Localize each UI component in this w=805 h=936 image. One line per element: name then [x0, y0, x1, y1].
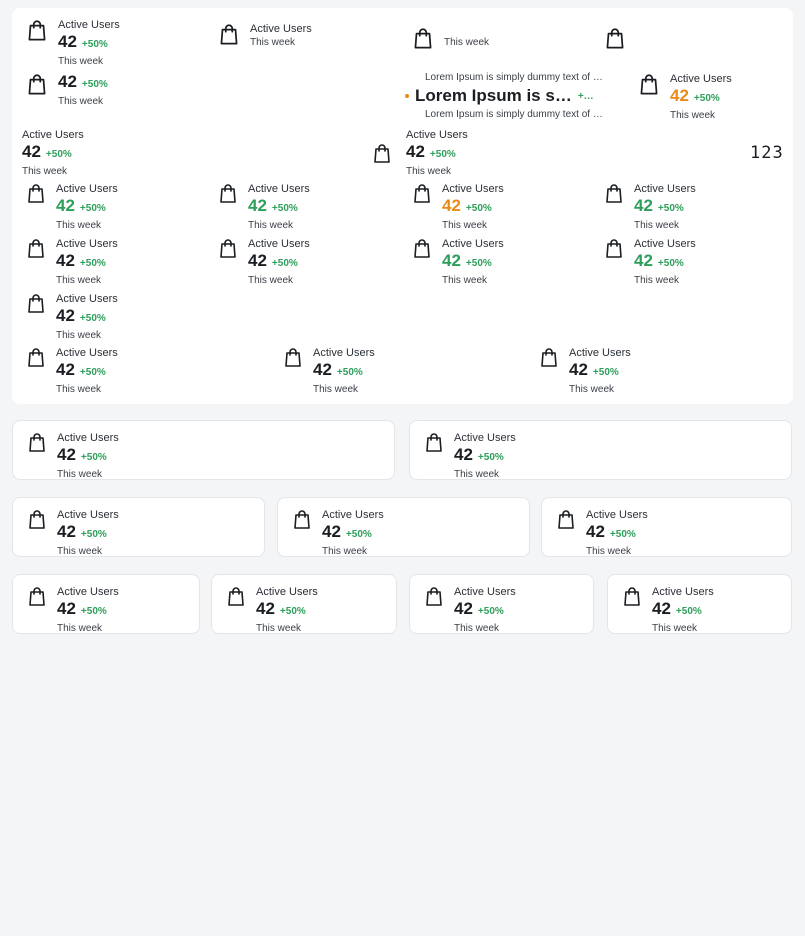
- stat-label: Active Users: [58, 19, 120, 31]
- bullet-dot-icon: [405, 94, 409, 98]
- shopping-bag-icon: [370, 142, 394, 171]
- stat-value: 42: [442, 251, 461, 270]
- stat-delta: +50%: [80, 529, 107, 540]
- shopping-bag-icon: [216, 182, 240, 206]
- stat-card-14[interactable]: [216, 237, 310, 287]
- stat-sub: This week: [634, 220, 680, 231]
- stat-sub: This week: [586, 546, 632, 557]
- stat-delta: +50%: [271, 203, 298, 214]
- stat-sub: This week: [313, 384, 359, 395]
- stat-sub: This week: [444, 37, 490, 48]
- stat-sub: This week: [22, 166, 68, 177]
- stat-value: 42: [454, 599, 473, 618]
- stat-delta: +50%: [81, 79, 108, 90]
- stat-label: Active Users: [454, 432, 516, 444]
- stat-card-inner: [224, 585, 318, 635]
- stat-card-boxed-5[interactable]: [541, 497, 792, 557]
- stat-card-5[interactable]: [602, 26, 628, 52]
- stat-card-3[interactable]: [216, 22, 312, 49]
- stat-card-inner: [554, 508, 648, 558]
- stat-card-8[interactable]: [406, 128, 468, 178]
- shopping-bag-icon: [602, 237, 626, 261]
- stat-value: 42: [58, 72, 77, 91]
- stat-delta: +50%: [79, 367, 106, 378]
- stat-sub: This week: [454, 623, 500, 634]
- stat-card-boxed-2[interactable]: [409, 420, 792, 480]
- stat-delta: +50%: [429, 149, 456, 160]
- stat-sub: This week: [58, 96, 104, 107]
- stat-card-2[interactable]: [24, 72, 108, 108]
- stat-label: Active Users: [248, 238, 310, 250]
- stat-delta: +50%: [657, 203, 684, 214]
- stat-label: Active Users: [256, 586, 318, 598]
- stat-delta: +50%: [336, 367, 363, 378]
- stat-delta: +50%: [693, 93, 720, 104]
- stat-value: 42: [569, 360, 588, 379]
- stat-card-9[interactable]: [24, 182, 118, 232]
- stat-card-15[interactable]: [410, 237, 504, 287]
- stat-label: Active Users: [248, 183, 310, 195]
- stat-value: 42: [406, 142, 425, 161]
- stat-label: Active Users: [57, 432, 119, 444]
- stat-delta: +50%: [465, 203, 492, 214]
- stat-value: 42: [634, 196, 653, 215]
- stat-label: Active Users: [313, 347, 375, 359]
- stat-sub: This week: [652, 623, 698, 634]
- stat-label: Active Users: [22, 129, 84, 141]
- shopping-bag-icon: [290, 508, 314, 532]
- stat-label: Active Users: [634, 238, 696, 250]
- stat-card-6[interactable]: [636, 72, 732, 122]
- stat-card-boxed-4[interactable]: [277, 497, 530, 557]
- stat-value: 42: [22, 142, 41, 161]
- stat-delta: +50%: [465, 258, 492, 269]
- stat-sub: This week: [56, 330, 102, 341]
- stat-card-inner: [290, 508, 384, 558]
- stat-sub: This week: [56, 220, 102, 231]
- stat-sub: This week: [454, 469, 500, 480]
- stat-delta: +50%: [45, 149, 72, 160]
- stat-sub: This week: [248, 220, 294, 231]
- stat-value: 42: [586, 522, 605, 541]
- stat-sub: This week: [250, 37, 296, 48]
- stat-value: 42: [56, 196, 75, 215]
- stat-value: 42: [652, 599, 671, 618]
- stat-label: Active Users: [250, 23, 312, 35]
- stat-delta: +50%: [477, 606, 504, 617]
- stat-delta: +50%: [80, 606, 107, 617]
- shopping-bag-icon: [422, 585, 446, 609]
- stat-label: Active Users: [652, 586, 714, 598]
- stat-delta: +50%: [279, 606, 306, 617]
- stat-sub: This week: [57, 546, 103, 557]
- lorem-text-bottom: Lorem Ipsum is simply dummy text of …: [425, 109, 603, 120]
- stat-delta: +50%: [675, 606, 702, 617]
- numbers-glyph: [750, 143, 784, 163]
- stat-delta: +50%: [81, 39, 108, 50]
- stat-label: Active Users: [57, 509, 119, 521]
- stat-label: Active Users: [454, 586, 516, 598]
- stat-card-7[interactable]: [22, 128, 84, 178]
- stat-delta: +50%: [79, 313, 106, 324]
- stat-card-inner: [25, 431, 119, 481]
- stat-delta: +50%: [79, 258, 106, 269]
- shopping-bag-icon: [24, 18, 50, 44]
- stat-sub: This week: [56, 275, 102, 286]
- stat-label: Active Users: [56, 238, 118, 250]
- stat-label: Active Users: [442, 238, 504, 250]
- stat-sub: This week: [248, 275, 294, 286]
- numbers-text: 123: [750, 143, 784, 163]
- stat-value: 42: [56, 306, 75, 325]
- stat-card-inner: [422, 431, 516, 481]
- shopping-bag-icon: [25, 508, 49, 532]
- stat-sub: This week: [58, 56, 104, 67]
- stat-label: Active Users: [569, 347, 631, 359]
- stat-sub: This week: [56, 384, 102, 395]
- stat-value: 42: [57, 599, 76, 618]
- stat-label: Active Users: [56, 293, 118, 305]
- stat-card-16[interactable]: [602, 237, 696, 287]
- stat-sub: This week: [57, 623, 103, 634]
- stat-card-17[interactable]: [24, 292, 118, 342]
- stat-card-1[interactable]: [24, 18, 120, 68]
- stat-card-inner: [422, 585, 516, 635]
- shopping-bag-icon: [24, 182, 48, 206]
- stat-label: Active Users: [634, 183, 696, 195]
- shopping-bag-icon: [410, 182, 434, 206]
- shopping-bag-icon: [25, 585, 49, 609]
- stat-value: 42: [248, 251, 267, 270]
- stat-value: 42: [442, 196, 461, 215]
- stat-label: Active Users: [406, 129, 468, 141]
- stat-card-12[interactable]: [602, 182, 696, 232]
- shopping-bag-icon: [602, 182, 626, 206]
- stat-card-boxed-3[interactable]: [12, 497, 265, 557]
- stat-value: 42: [58, 32, 77, 51]
- stat-card-boxed-6[interactable]: [12, 574, 200, 634]
- stat-card-10[interactable]: [216, 182, 310, 232]
- stat-card-20[interactable]: [537, 346, 631, 396]
- stat-sub: This week: [322, 546, 368, 557]
- stat-card-inner: [25, 585, 119, 635]
- shopping-bag-icon: [554, 508, 578, 532]
- stat-card-18[interactable]: [24, 346, 118, 396]
- stat-card-boxed-7[interactable]: [211, 574, 397, 634]
- shopping-bag-icon: [24, 237, 48, 261]
- stat-card-19[interactable]: [281, 346, 375, 396]
- stat-delta: +50%: [79, 203, 106, 214]
- shopping-bag-icon: [422, 431, 446, 455]
- stat-value: 42: [670, 86, 689, 105]
- shopping-bag-icon: [24, 72, 50, 98]
- stat-card-inner: [25, 508, 119, 558]
- shopping-bag-icon: [636, 72, 662, 98]
- stat-label: Active Users: [586, 509, 648, 521]
- stat-label: Active Users: [56, 347, 118, 359]
- stat-sub: This week: [569, 384, 615, 395]
- stat-value: 42: [454, 445, 473, 464]
- shopping-bag-icon: [24, 292, 48, 316]
- stat-sub: This week: [256, 623, 302, 634]
- shopping-bag-icon: [224, 585, 248, 609]
- stat-value: 42: [57, 522, 76, 541]
- shopping-bag-icon: [620, 585, 644, 609]
- stat-sub: This week: [442, 275, 488, 286]
- stat-delta: +50%: [80, 452, 107, 463]
- stat-label: Active Users: [442, 183, 504, 195]
- stat-sub: This week: [406, 166, 452, 177]
- stat-value: 42: [248, 196, 267, 215]
- shopping-bag-icon: [216, 22, 242, 48]
- stat-label: Active Users: [322, 509, 384, 521]
- stat-value: 42: [322, 522, 341, 541]
- stat-card-11[interactable]: [410, 182, 504, 232]
- shopping-bag-icon: [602, 26, 628, 52]
- stat-value: 42: [313, 360, 332, 379]
- stat-sub: This week: [442, 220, 488, 231]
- stat-card-4[interactable]: [410, 26, 489, 52]
- stat-sub: This week: [57, 469, 103, 480]
- stat-label: Active Users: [57, 586, 119, 598]
- lorem-text-top: Lorem Ipsum is simply dummy text of …: [425, 72, 603, 83]
- stat-delta: +50%: [592, 367, 619, 378]
- stat-value: 42: [56, 360, 75, 379]
- stat-card-13[interactable]: [24, 237, 118, 287]
- stat-delta: +50%: [609, 529, 636, 540]
- shopping-bag-icon: [216, 237, 240, 261]
- shopping-bag-icon: [24, 346, 48, 370]
- shopping-bag-icon: [25, 431, 49, 455]
- shopping-bag-icon: [410, 237, 434, 261]
- lorem-text-big: Lorem Ipsum is s…: [415, 86, 572, 105]
- stat-value: 42: [56, 251, 75, 270]
- stat-label: Active Users: [56, 183, 118, 195]
- shopping-bag-icon: [410, 26, 436, 52]
- lorem-delta: +…: [577, 90, 594, 102]
- stat-card-boxed-1[interactable]: [12, 420, 395, 480]
- stat-delta: +50%: [271, 258, 298, 269]
- stat-delta: +50%: [345, 529, 372, 540]
- shopping-bag-icon: [537, 346, 561, 370]
- stat-sub: This week: [670, 110, 716, 121]
- lorem-block: [405, 72, 603, 120]
- stat-value: 42: [57, 445, 76, 464]
- shopping-bag-icon: [281, 346, 305, 370]
- stat-card-inner: [620, 585, 714, 635]
- stat-sub: This week: [634, 275, 680, 286]
- stat-value: 42: [256, 599, 275, 618]
- stat-delta: +50%: [477, 452, 504, 463]
- stat-value: 42: [634, 251, 653, 270]
- stat-label: Active Users: [670, 73, 732, 85]
- stat-delta: +50%: [657, 258, 684, 269]
- stat-card-boxed-9[interactable]: [607, 574, 792, 634]
- stat-card-boxed-8[interactable]: [409, 574, 594, 634]
